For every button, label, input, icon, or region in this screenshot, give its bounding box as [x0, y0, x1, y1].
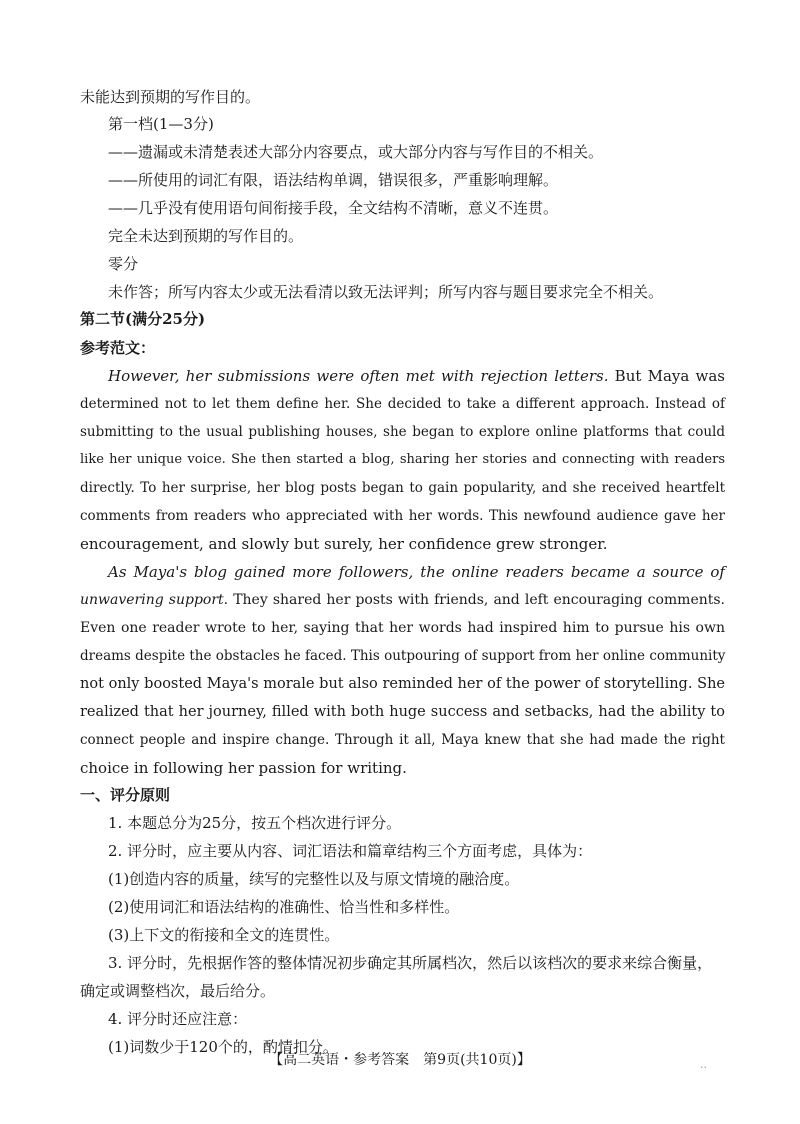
text-line: 未能达到预期的写作目的。: [80, 88, 261, 106]
essay-line: choice in following her passion for writing.: [80, 759, 407, 777]
essay-line: like her unique voice. She then started a blog, sharing her stories and connecting with readers: [80, 452, 725, 467]
essay-line: determined not to let them define her. She decided to take a different approach. Instead of: [80, 396, 725, 412]
criterion-line: ——所使用的词汇有限，语法结构单调，错误很多，严重影响理解。: [108, 171, 559, 189]
essay-text: . They shared her posts with friends, and left encouraging comments.: [223, 592, 726, 608]
rule-line: 3. 评分时，先根据作答的整体情况初步确定其所属档次，然后以该档次的要求来综合衡量，: [108, 954, 713, 972]
rule-line: (1)创造内容的质量，续写的完整性以及与原文情境的融洽度。: [108, 870, 520, 888]
essay-line: directly. To her surprise, her blog posts began to gain popularity, and she received heartfelt: [80, 480, 725, 496]
essay-line: connect people and inspire change. Through it all, Maya knew that she had made the right: [80, 732, 725, 748]
footer-mark: ..: [700, 1058, 707, 1071]
rule-line: 1. 本题总分为25分，按五个档次进行评分。: [108, 814, 402, 832]
section-heading: 第二节(满分25分): [80, 310, 206, 328]
rule-line: (3)上下文的衔接和全文的连贯性。: [108, 926, 340, 944]
essay-line: comments from readers who appreciated with her words. This newfound audience gave her: [80, 508, 725, 524]
essay-line: dreams despite the obstacles he faced. This outpouring of support from her online community: [80, 648, 726, 664]
essay-given-opening: However, her submissions were often met with rejection letters.: [108, 367, 609, 385]
text-line: 未作答；所写内容太少或无法看清以致无法评判；所写内容与题目要求完全不相关。: [108, 283, 664, 301]
grade-heading: 零分: [108, 255, 139, 273]
grade-heading: 第一档(1—3分): [108, 115, 214, 133]
page-footer: 【高二英语・参考答案 第9页(共10页)】: [269, 1052, 531, 1068]
essay-line: submitting to the usual publishing houses, she began to explore online platforms that could: [80, 424, 725, 440]
criterion-line: ——几乎没有使用语句间衔接手段，全文结构不清晰，意义不连贯。: [108, 199, 559, 217]
essay-line: [80, 590, 725, 610]
essay-line: Even one reader wrote to her, saying that her words had inspired him to pursue his own: [80, 620, 725, 636]
rule-line: (2)使用词汇和语法结构的准确性、恰当性和多样性。: [108, 898, 460, 916]
essay-line: realized that her journey, filled with both huge success and setbacks, had the ability to: [80, 704, 725, 720]
essay-line: encouragement, and slowly but surely, her confidence grew stronger.: [80, 535, 608, 553]
essay-given-opening: As Maya's blog gained more followers, the online readers became a source of: [108, 563, 725, 581]
rule-line: (1)词数少于120个的，酌情扣分。: [108, 1038, 338, 1056]
rule-line: 2. 评分时，应主要从内容、词汇语法和篇章结构三个方面考虑，具体为：: [108, 842, 593, 860]
essay-line: not only boosted Maya's morale but also reminded her of the power of storytelling. She: [80, 676, 725, 692]
rule-line: 确定或调整档次，最后给分。: [80, 982, 276, 1000]
essay-text: But Maya was: [608, 367, 725, 385]
criterion-line: ——遗漏或未清楚表述大部分内容要点，或大部分内容与写作目的不相关。: [108, 143, 604, 161]
rule-line: 4. 评分时还应注意：: [108, 1010, 248, 1028]
essay-line: [108, 366, 725, 386]
text-line: 完全未达到预期的写作目的。: [108, 227, 304, 245]
essay-given-opening: unwavering support: [80, 592, 224, 608]
sample-essay-heading: 参考范文：: [80, 339, 156, 357]
scoring-principles-heading: 一、评分原则: [80, 786, 171, 804]
